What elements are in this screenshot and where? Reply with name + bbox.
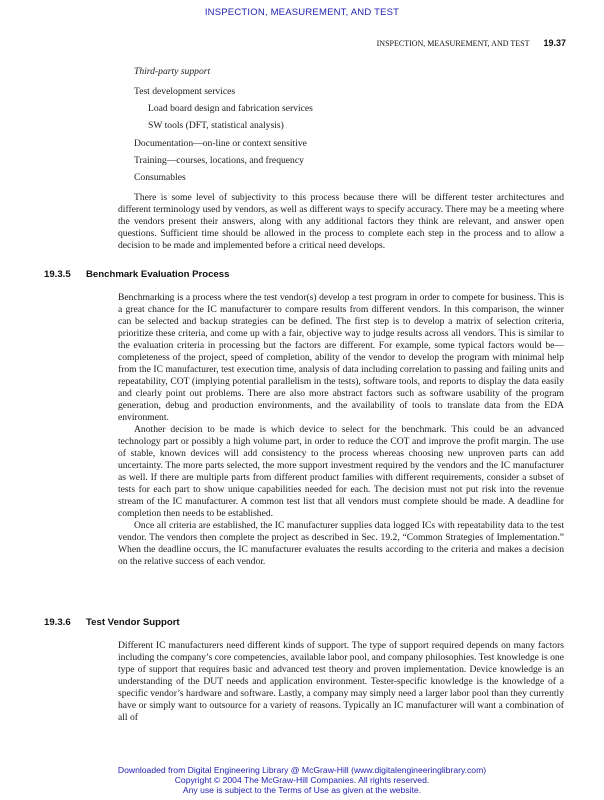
- running-head: [377, 38, 566, 48]
- running-head-title: INSPECTION, MEASUREMENT, AND TEST: [376, 39, 530, 48]
- benchmark-body: [118, 292, 564, 568]
- page-number: 19.37: [543, 38, 566, 48]
- footer-line: Copyright © 2004 The McGraw-Hill Companies. All rights reserved.: [174, 775, 430, 785]
- list-item: Training—courses, locations, and frequency: [134, 154, 304, 166]
- list-heading: Third-party support: [134, 66, 211, 77]
- list-item: Consumables: [134, 171, 186, 183]
- section-title: Benchmark Evaluation Process: [86, 269, 230, 280]
- paragraph: Another decision to be made is which device to select for the benchmark. This could be an advanced technology part or possibly a high volume part, in order to reduce the COT and improve the profit margin. The use of stable, known devices will add consistency to the process whereas choosing new unproven parts can add uncertainty. The more parts selected, the more support investment required by the vendors and the IC manufacturer as well. If there are multiple parts from different product families with different requirements, consider a subset of tests for each part to show unique capabilities needed for each. The decision must not put risk into the revenue stream of the IC manufacturer. A common test list that all vendors must complete should be made. A deadline for completion then needs to be established.: [118, 424, 564, 519]
- section-heading-benchmark: [44, 269, 229, 280]
- top-banner: INSPECTION, MEASUREMENT, AND TEST: [204, 7, 400, 18]
- footer-line: Downloaded from Digital Engineering Library @ McGraw-Hill (www.digitalengineeringlibrary.com): [117, 765, 487, 775]
- list-item: SW tools (DFT, statistical analysis): [148, 120, 284, 132]
- section-title: Test Vendor Support: [86, 617, 180, 628]
- intro-paragraph: [118, 192, 564, 252]
- section-number: 19.3.6: [44, 617, 71, 628]
- paragraph: There is some level of subjectivity to this process because there will be different tester architectures and different terminology used by vendors, as well as different ways to specify accuracy. There may be a meeting where the vendors present their answers, along with any additional factors they think are relevant, and answer open questions. Sufficient time should be allowed in the process to complete each step in the process and to allow a decision to be made and implemented before a critical need develops.: [118, 192, 564, 251]
- list-item: Load board design and fabrication services: [148, 103, 313, 115]
- paragraph: Once all criteria are established, the IC manufacturer supplies data logged ICs with repeatability data to the test vendor. The vendors then complete the project as described in Sec. 19.2, “Common Strategies of Implementation.” When the deadline occurs, the IC manufacturer evaluates the results according to the criteria and makes a decision on the relative success of each vendor.: [118, 520, 564, 567]
- vendor-support-body: [118, 640, 564, 724]
- page-footer: [0, 765, 604, 795]
- list-item: Documentation—on-line or context sensitive: [134, 137, 307, 149]
- support-list: [134, 66, 574, 189]
- footer-line: Any use is subject to the Terms of Use as given at the website.: [182, 785, 422, 795]
- paragraph: Benchmarking is a process where the test vendor(s) develop a test program in order to compete for business. This is a great chance for the IC manufacturer to compare results from different vendors. In this comparison, the winner can be selected and backup strategies can be defined. The first step is to develop a matrix of selection criteria, prioritize these criteria, and come up with a fair, objective way to judge results across all vendors. This is similar to the evaluation criteria in processing but the factors are different. For example, some typical factors would be—completeness of the project, speed of completion, ability of the vendor to develop the program with minimal help from the IC manufacturer, test execution time, analysis of data including correlation to passing and failing units and repeatability, COT (implying potential parallelism in the tests), software tools, and reports to display the data easily and clearly point out problems. There are also more abstract factors such as software usability of the program generation, debug and production environments, and the availability of tools to translate data from the EDA environment.: [118, 292, 564, 423]
- list-item: Test development services: [134, 86, 236, 97]
- section-number: 19.3.5: [44, 269, 71, 280]
- section-heading-vendor-support: [44, 617, 180, 628]
- paragraph: Different IC manufacturers need different kinds of support. The type of support required depends on many factors including the company’s core competencies, available labor pool, and company philosophies. Test knowledge is one type of support that requires basic and advanced test theory and proven implementation. Device knowledge is an understanding of the DUT needs and application environment. Tester-specific knowledge is the knowledge of a specific vendor’s hardware and software. Lastly, a company may simply need a larger labor pool than they currently have or simply want to outsource for a variety of reasons. Typically an IC manufacturer will want a combination of all of: [118, 640, 564, 723]
